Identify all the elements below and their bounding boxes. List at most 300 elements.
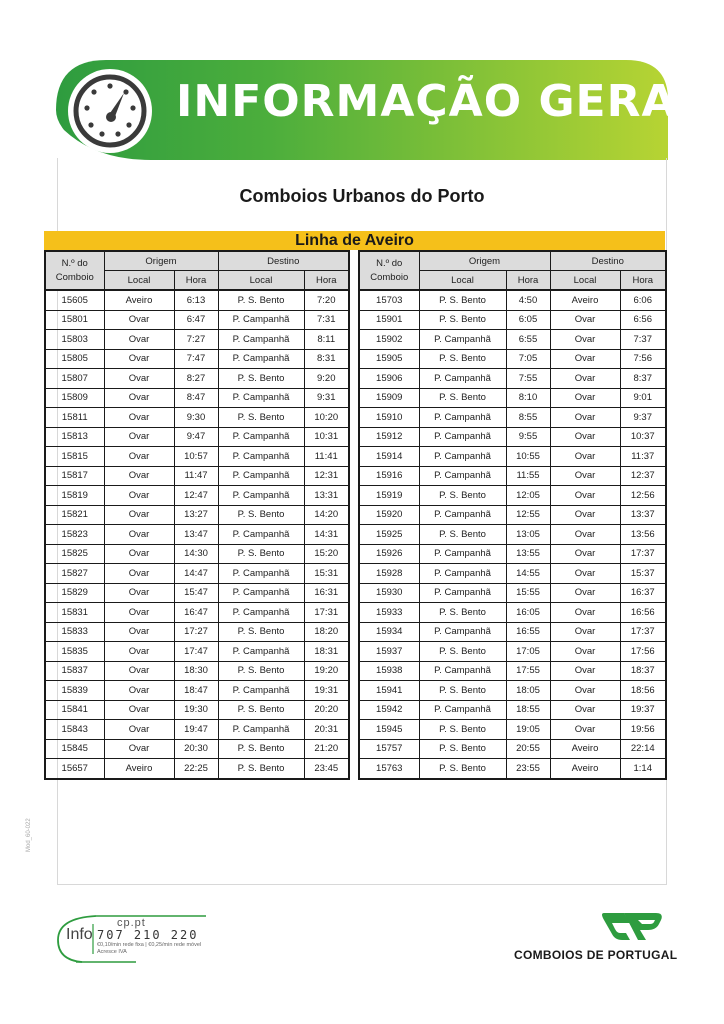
- cell-origin-place: Ovar: [104, 447, 174, 467]
- cell-train-number: 15839: [45, 681, 104, 701]
- left-table-row: [45, 349, 349, 369]
- cell-origin-time: 13:47: [174, 525, 218, 545]
- cell-destination-time: 22:14: [620, 739, 666, 759]
- right-table-row: [359, 642, 666, 662]
- cell-destination-place: P. S. Bento: [218, 759, 304, 779]
- cell-origin-time: 6:05: [506, 310, 550, 330]
- cell-destination-place: Ovar: [550, 583, 620, 603]
- cell-origin-place: P. S. Bento: [419, 642, 506, 662]
- cell-origin-place: Ovar: [104, 544, 174, 564]
- cell-origin-place: Ovar: [104, 642, 174, 662]
- right-table-row: [359, 759, 666, 779]
- right-table-row: [359, 544, 666, 564]
- cell-origin-place: P. Campanhã: [419, 661, 506, 681]
- cell-origin-time: 9:47: [174, 427, 218, 447]
- cell-destination-place: Ovar: [550, 388, 620, 408]
- cell-train-number: 15925: [359, 525, 419, 545]
- cell-destination-time: 14:20: [304, 505, 349, 525]
- cell-train-number: 15817: [45, 466, 104, 486]
- cell-origin-time: 7:27: [174, 330, 218, 350]
- cell-origin-time: 15:47: [174, 583, 218, 603]
- line-title-bar: [44, 231, 665, 250]
- cell-origin-place: Ovar: [104, 622, 174, 642]
- header-destination: Destino: [550, 251, 666, 271]
- cell-origin-place: P. S. Bento: [419, 739, 506, 759]
- cell-destination-time: 6:56: [620, 310, 666, 330]
- cell-origin-place: Ovar: [104, 388, 174, 408]
- cell-train-number: 15912: [359, 427, 419, 447]
- cell-origin-time: 14:47: [174, 564, 218, 584]
- cell-destination-time: 18:37: [620, 661, 666, 681]
- cell-destination-time: 12:31: [304, 466, 349, 486]
- cell-train-number: 15941: [359, 681, 419, 701]
- right-table-row: [359, 486, 666, 506]
- cell-train-number: 15811: [45, 408, 104, 428]
- cell-destination-time: 13:37: [620, 505, 666, 525]
- left-table-row: [45, 486, 349, 506]
- cell-train-number: 15945: [359, 720, 419, 740]
- cell-destination-place: Ovar: [550, 408, 620, 428]
- cell-train-number: 15914: [359, 447, 419, 467]
- cell-destination-place: P. Campanhã: [218, 720, 304, 740]
- cell-origin-time: 22:25: [174, 759, 218, 779]
- cell-destination-time: 12:37: [620, 466, 666, 486]
- header-origin-time: Hora: [174, 271, 218, 291]
- cell-train-number: 15934: [359, 622, 419, 642]
- right-table-row: [359, 661, 666, 681]
- cell-destination-time: 15:37: [620, 564, 666, 584]
- cell-destination-place: P. Campanhã: [218, 427, 304, 447]
- cell-destination-place: P. S. Bento: [218, 700, 304, 720]
- cell-train-number: 15909: [359, 388, 419, 408]
- cell-destination-place: P. Campanhã: [218, 466, 304, 486]
- cell-origin-place: Ovar: [104, 486, 174, 506]
- company-name: COMBOIOS DE PORTUGAL: [514, 948, 678, 962]
- cell-destination-place: Ovar: [550, 564, 620, 584]
- cell-train-number: 15938: [359, 661, 419, 681]
- cell-destination-time: 17:37: [620, 544, 666, 564]
- left-table-row: [45, 505, 349, 525]
- cell-destination-place: P. Campanhã: [218, 330, 304, 350]
- cell-origin-time: 14:55: [506, 564, 550, 584]
- cell-destination-time: 12:56: [620, 486, 666, 506]
- cell-destination-place: Ovar: [550, 310, 620, 330]
- cell-destination-place: P. Campanhã: [218, 447, 304, 467]
- left-table-row: [45, 408, 349, 428]
- cell-destination-place: Aveiro: [550, 739, 620, 759]
- cell-destination-place: P. S. Bento: [218, 408, 304, 428]
- cell-train-number: 15809: [45, 388, 104, 408]
- left-table-row: [45, 739, 349, 759]
- info-label: Info: [66, 926, 93, 943]
- timetable-left-body: [45, 290, 349, 779]
- cell-origin-place: Aveiro: [104, 759, 174, 779]
- cell-train-number: 15845: [45, 739, 104, 759]
- cell-destination-time: 9:37: [620, 408, 666, 428]
- cell-train-number: 15906: [359, 369, 419, 389]
- header-destination-place: Local: [550, 271, 620, 291]
- cell-destination-time: 8:37: [620, 369, 666, 389]
- cell-destination-time: 11:41: [304, 447, 349, 467]
- page-title: Comboios Urbanos do Porto: [239, 186, 485, 206]
- left-table-row: [45, 525, 349, 545]
- left-table-row: [45, 447, 349, 467]
- left-table-row: [45, 583, 349, 603]
- cp-logo-icon: [602, 910, 666, 944]
- info-price: €0,10/min rede fixa | €0,25/min rede móvel Acresce IVA: [97, 942, 202, 955]
- cell-destination-place: Ovar: [550, 525, 620, 545]
- cell-origin-place: P. Campanhã: [419, 622, 506, 642]
- cell-origin-place: Ovar: [104, 310, 174, 330]
- right-table-row: [359, 564, 666, 584]
- cell-destination-place: P. Campanhã: [218, 681, 304, 701]
- left-table-row: [45, 310, 349, 330]
- right-table-row: [359, 622, 666, 642]
- cell-origin-place: Ovar: [104, 700, 174, 720]
- cell-origin-time: 10:57: [174, 447, 218, 467]
- cell-origin-time: 17:47: [174, 642, 218, 662]
- cell-origin-time: 19:47: [174, 720, 218, 740]
- cell-train-number: 15919: [359, 486, 419, 506]
- left-table-row: [45, 661, 349, 681]
- cell-origin-place: Ovar: [104, 427, 174, 447]
- right-table-row: [359, 447, 666, 467]
- cell-destination-time: 16:37: [620, 583, 666, 603]
- cell-origin-place: P. S. Bento: [419, 388, 506, 408]
- cell-destination-time: 18:56: [620, 681, 666, 701]
- cell-destination-place: P. Campanhã: [218, 583, 304, 603]
- cell-origin-time: 8:47: [174, 388, 218, 408]
- cell-destination-time: 18:31: [304, 642, 349, 662]
- cell-origin-place: P. S. Bento: [419, 759, 506, 779]
- left-table-row: [45, 681, 349, 701]
- right-table-row: [359, 700, 666, 720]
- right-table-row: [359, 330, 666, 350]
- cell-origin-place: P. Campanhã: [419, 408, 506, 428]
- info-phone[interactable]: 707 210 220: [97, 928, 199, 942]
- cell-destination-place: P. S. Bento: [218, 622, 304, 642]
- cell-origin-time: 18:30: [174, 661, 218, 681]
- cell-train-number: 15942: [359, 700, 419, 720]
- cell-destination-place: P. Campanhã: [218, 310, 304, 330]
- cell-destination-time: 17:56: [620, 642, 666, 662]
- cell-origin-time: 19:30: [174, 700, 218, 720]
- cell-origin-place: Ovar: [104, 739, 174, 759]
- right-table-row: [359, 310, 666, 330]
- cell-destination-time: 9:01: [620, 388, 666, 408]
- cell-destination-time: 7:37: [620, 330, 666, 350]
- cell-origin-time: 20:30: [174, 739, 218, 759]
- timetable-right: [358, 250, 667, 780]
- cell-train-number: 15926: [359, 544, 419, 564]
- left-table-row: [45, 427, 349, 447]
- cell-destination-time: 8:11: [304, 330, 349, 350]
- cell-origin-place: P. S. Bento: [419, 525, 506, 545]
- cell-origin-place: Ovar: [104, 466, 174, 486]
- header-destination-time: Hora: [304, 271, 349, 291]
- cell-origin-place: Ovar: [104, 661, 174, 681]
- cell-train-number: 15823: [45, 525, 104, 545]
- left-table-row: [45, 700, 349, 720]
- header-destination-time: Hora: [620, 271, 666, 291]
- cell-origin-time: 18:55: [506, 700, 550, 720]
- cell-train-number: 15835: [45, 642, 104, 662]
- cell-destination-time: 21:20: [304, 739, 349, 759]
- cell-origin-time: 8:27: [174, 369, 218, 389]
- cell-destination-place: P. S. Bento: [218, 369, 304, 389]
- cell-origin-time: 6:47: [174, 310, 218, 330]
- cell-train-number: 15605: [45, 290, 104, 310]
- cell-train-number: 15657: [45, 759, 104, 779]
- cell-origin-time: 13:27: [174, 505, 218, 525]
- cell-destination-place: Ovar: [550, 681, 620, 701]
- cell-train-number: 15803: [45, 330, 104, 350]
- cell-destination-time: 8:31: [304, 349, 349, 369]
- cell-destination-place: Ovar: [550, 622, 620, 642]
- cell-destination-place: P. Campanhã: [218, 642, 304, 662]
- cell-destination-time: 23:45: [304, 759, 349, 779]
- cell-origin-place: P. S. Bento: [419, 486, 506, 506]
- cell-origin-place: Ovar: [104, 505, 174, 525]
- left-table-row: [45, 720, 349, 740]
- cell-train-number: 15757: [359, 739, 419, 759]
- cell-destination-place: P. Campanhã: [218, 603, 304, 623]
- cell-destination-place: Ovar: [550, 505, 620, 525]
- timetable-left: [44, 250, 350, 780]
- right-table-row: [359, 720, 666, 740]
- cell-origin-place: P. Campanhã: [419, 427, 506, 447]
- left-table-row: [45, 642, 349, 662]
- left-table-row: [45, 369, 349, 389]
- cell-origin-place: Ovar: [104, 349, 174, 369]
- cell-train-number: 15937: [359, 642, 419, 662]
- cell-train-number: 15831: [45, 603, 104, 623]
- cell-origin-place: Ovar: [104, 408, 174, 428]
- cell-destination-place: Ovar: [550, 603, 620, 623]
- cell-train-number: 15916: [359, 466, 419, 486]
- cell-destination-place: Ovar: [550, 349, 620, 369]
- cell-train-number: 15825: [45, 544, 104, 564]
- cell-destination-time: 7:31: [304, 310, 349, 330]
- cell-train-number: 15920: [359, 505, 419, 525]
- cell-destination-place: Aveiro: [550, 290, 620, 310]
- right-table-row: [359, 369, 666, 389]
- cell-destination-time: 17:31: [304, 603, 349, 623]
- left-table-row: [45, 564, 349, 584]
- cell-origin-time: 6:55: [506, 330, 550, 350]
- cell-destination-time: 19:56: [620, 720, 666, 740]
- cell-origin-place: Ovar: [104, 330, 174, 350]
- cell-destination-place: Ovar: [550, 642, 620, 662]
- cell-origin-time: 23:55: [506, 759, 550, 779]
- cell-train-number: 15905: [359, 349, 419, 369]
- cell-destination-time: 15:31: [304, 564, 349, 584]
- cell-origin-time: 7:05: [506, 349, 550, 369]
- header-destination: Destino: [218, 251, 349, 271]
- cell-origin-time: 19:05: [506, 720, 550, 740]
- right-table-row: [359, 603, 666, 623]
- right-table-row: [359, 739, 666, 759]
- cell-origin-place: Aveiro: [104, 290, 174, 310]
- cell-origin-time: 9:55: [506, 427, 550, 447]
- cell-origin-time: 10:55: [506, 447, 550, 467]
- cell-train-number: 15763: [359, 759, 419, 779]
- cell-destination-place: P. Campanhã: [218, 525, 304, 545]
- cell-train-number: 15930: [359, 583, 419, 603]
- speedometer-icon: [64, 66, 162, 156]
- cell-origin-time: 14:30: [174, 544, 218, 564]
- cell-destination-time: 16:31: [304, 583, 349, 603]
- cell-origin-time: 12:47: [174, 486, 218, 506]
- header-destination-place: Local: [218, 271, 304, 291]
- cell-origin-time: 13:05: [506, 525, 550, 545]
- cell-destination-place: Ovar: [550, 544, 620, 564]
- cell-destination-place: P. S. Bento: [218, 290, 304, 310]
- banner-title: INFORMAÇÃO GERAL: [176, 76, 706, 127]
- header-origin-place: Local: [419, 271, 506, 291]
- timetable-right-body: [359, 290, 666, 779]
- header-origin: Origem: [104, 251, 218, 271]
- cell-train-number: 15819: [45, 486, 104, 506]
- cell-origin-place: P. S. Bento: [419, 681, 506, 701]
- cell-origin-place: P. Campanhã: [419, 564, 506, 584]
- cell-train-number: 15807: [45, 369, 104, 389]
- cell-train-number: 15703: [359, 290, 419, 310]
- cell-origin-place: P. Campanhã: [419, 466, 506, 486]
- cell-train-number: 15910: [359, 408, 419, 428]
- cell-train-number: 15837: [45, 661, 104, 681]
- cell-origin-time: 13:55: [506, 544, 550, 564]
- cell-origin-time: 18:05: [506, 681, 550, 701]
- cell-train-number: 15801: [45, 310, 104, 330]
- cell-origin-place: Ovar: [104, 681, 174, 701]
- cell-train-number: 15933: [359, 603, 419, 623]
- cell-destination-place: Aveiro: [550, 759, 620, 779]
- cell-origin-place: Ovar: [104, 603, 174, 623]
- left-table-row: [45, 622, 349, 642]
- cell-destination-place: Ovar: [550, 466, 620, 486]
- cell-destination-place: P. Campanhã: [218, 564, 304, 584]
- cell-destination-time: 14:31: [304, 525, 349, 545]
- header-train-number: N.º do Comboio: [359, 251, 419, 290]
- cell-origin-time: 17:27: [174, 622, 218, 642]
- right-table-row: [359, 583, 666, 603]
- cell-train-number: 15827: [45, 564, 104, 584]
- right-table-row: [359, 408, 666, 428]
- cell-origin-place: P. Campanhã: [419, 369, 506, 389]
- cell-origin-place: P. Campanhã: [419, 583, 506, 603]
- cell-origin-time: 16:47: [174, 603, 218, 623]
- right-table-row: [359, 349, 666, 369]
- cell-train-number: 15928: [359, 564, 419, 584]
- cell-origin-time: 12:05: [506, 486, 550, 506]
- header-origin: Origem: [419, 251, 550, 271]
- cell-destination-place: P. S. Bento: [218, 739, 304, 759]
- header-origin-place: Local: [104, 271, 174, 291]
- cell-train-number: 15821: [45, 505, 104, 525]
- cell-destination-place: Ovar: [550, 427, 620, 447]
- cell-train-number: 15813: [45, 427, 104, 447]
- cell-origin-place: P. S. Bento: [419, 349, 506, 369]
- left-table-row: [45, 603, 349, 623]
- info-site[interactable]: cp.pt: [117, 917, 146, 929]
- left-table-row: [45, 388, 349, 408]
- cell-destination-place: Ovar: [550, 661, 620, 681]
- cell-destination-time: 9:20: [304, 369, 349, 389]
- cell-destination-place: P. Campanhã: [218, 486, 304, 506]
- left-table-row: [45, 759, 349, 779]
- line-title: Linha de Aveiro: [295, 232, 414, 249]
- cell-origin-time: 17:55: [506, 661, 550, 681]
- cell-origin-time: 20:55: [506, 739, 550, 759]
- cell-destination-place: Ovar: [550, 486, 620, 506]
- cell-destination-place: P. Campanhã: [218, 388, 304, 408]
- cell-origin-place: Ovar: [104, 525, 174, 545]
- cell-destination-place: Ovar: [550, 700, 620, 720]
- right-table-row: [359, 427, 666, 447]
- cell-origin-time: 7:47: [174, 349, 218, 369]
- cell-train-number: 15843: [45, 720, 104, 740]
- cell-train-number: 15805: [45, 349, 104, 369]
- cell-destination-time: 10:31: [304, 427, 349, 447]
- cell-origin-time: 18:47: [174, 681, 218, 701]
- cell-destination-place: Ovar: [550, 369, 620, 389]
- cell-origin-place: P. Campanhã: [419, 505, 506, 525]
- right-table-row: [359, 466, 666, 486]
- cell-destination-place: Ovar: [550, 330, 620, 350]
- cell-destination-time: 11:37: [620, 447, 666, 467]
- cell-origin-place: Ovar: [104, 369, 174, 389]
- cell-train-number: 15815: [45, 447, 104, 467]
- left-table-row: [45, 290, 349, 310]
- cell-destination-time: 15:20: [304, 544, 349, 564]
- header-origin-time: Hora: [506, 271, 550, 291]
- cell-origin-place: P. S. Bento: [419, 310, 506, 330]
- cell-train-number: 15829: [45, 583, 104, 603]
- cell-origin-time: 16:05: [506, 603, 550, 623]
- cell-destination-time: 18:20: [304, 622, 349, 642]
- cell-destination-time: 19:37: [620, 700, 666, 720]
- right-table-row: [359, 290, 666, 310]
- cell-origin-time: 17:05: [506, 642, 550, 662]
- cell-origin-place: P. Campanhã: [419, 700, 506, 720]
- cell-destination-time: 17:37: [620, 622, 666, 642]
- cell-destination-time: 19:31: [304, 681, 349, 701]
- cell-origin-time: 12:55: [506, 505, 550, 525]
- cell-destination-time: 13:31: [304, 486, 349, 506]
- document-reference: Mod_60-022: [26, 818, 32, 852]
- cell-origin-place: P. Campanhã: [419, 447, 506, 467]
- left-table-row: [45, 466, 349, 486]
- cell-destination-time: 16:56: [620, 603, 666, 623]
- cell-destination-time: 19:20: [304, 661, 349, 681]
- cell-destination-place: P. S. Bento: [218, 505, 304, 525]
- cell-origin-place: P. S. Bento: [419, 290, 506, 310]
- cell-origin-time: 6:13: [174, 290, 218, 310]
- cell-origin-time: 11:55: [506, 466, 550, 486]
- cell-destination-place: Ovar: [550, 447, 620, 467]
- cell-destination-place: P. Campanhã: [218, 349, 304, 369]
- cell-destination-time: 10:37: [620, 427, 666, 447]
- cell-train-number: 15833: [45, 622, 104, 642]
- cell-origin-place: P. Campanhã: [419, 330, 506, 350]
- cell-destination-time: 20:31: [304, 720, 349, 740]
- left-table-row: [45, 544, 349, 564]
- cell-origin-time: 11:47: [174, 466, 218, 486]
- cell-origin-time: 9:30: [174, 408, 218, 428]
- cell-destination-place: P. S. Bento: [218, 544, 304, 564]
- cell-origin-time: 8:55: [506, 408, 550, 428]
